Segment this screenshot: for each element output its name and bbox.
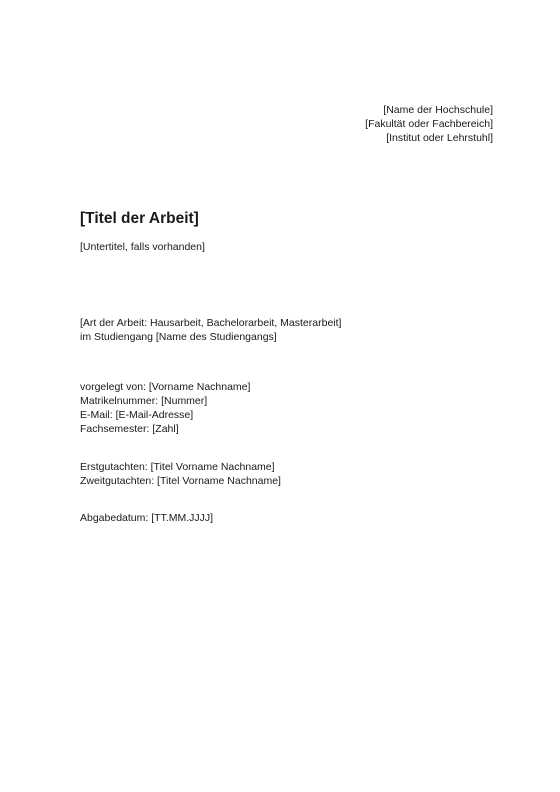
- thesis-subtitle: [Untertitel, falls vorhanden]: [80, 241, 205, 253]
- study-program-line: im Studiengang [Name des Studiengangs]: [80, 331, 277, 343]
- work-type-block: [80, 316, 341, 344]
- author-name-line: vorgelegt von: [Vorname Nachname]: [80, 381, 251, 393]
- matriculation-number-line: Matrikelnummer: [Nummer]: [80, 395, 208, 407]
- institute-name: [Institut oder Lehrstuhl]: [386, 132, 493, 144]
- work-type-line: [Art der Arbeit: Hausarbeit, Bachelorarbeit, Masterarbeit]: [80, 317, 342, 329]
- thesis-title: [Titel der Arbeit]: [80, 210, 199, 227]
- submission-block: [80, 511, 213, 525]
- faculty-name: [Fakultät oder Fachbereich]: [365, 118, 493, 130]
- institution-block: [365, 103, 493, 145]
- second-reviewer-line: Zweitgutachten: [Titel Vorname Nachname]: [80, 475, 281, 487]
- semester-line: Fachsemester: [Zahl]: [80, 423, 179, 435]
- submission-date-line: Abgabedatum: [TT.MM.JJJJ]: [80, 512, 214, 524]
- reviewers-block: [80, 460, 281, 488]
- email-line: E-Mail: [E-Mail-Adresse]: [80, 409, 194, 421]
- university-name: [Name der Hochschule]: [383, 104, 493, 116]
- first-reviewer-line: Erstgutachten: [Titel Vorname Nachname]: [80, 461, 275, 473]
- author-block: [80, 380, 250, 436]
